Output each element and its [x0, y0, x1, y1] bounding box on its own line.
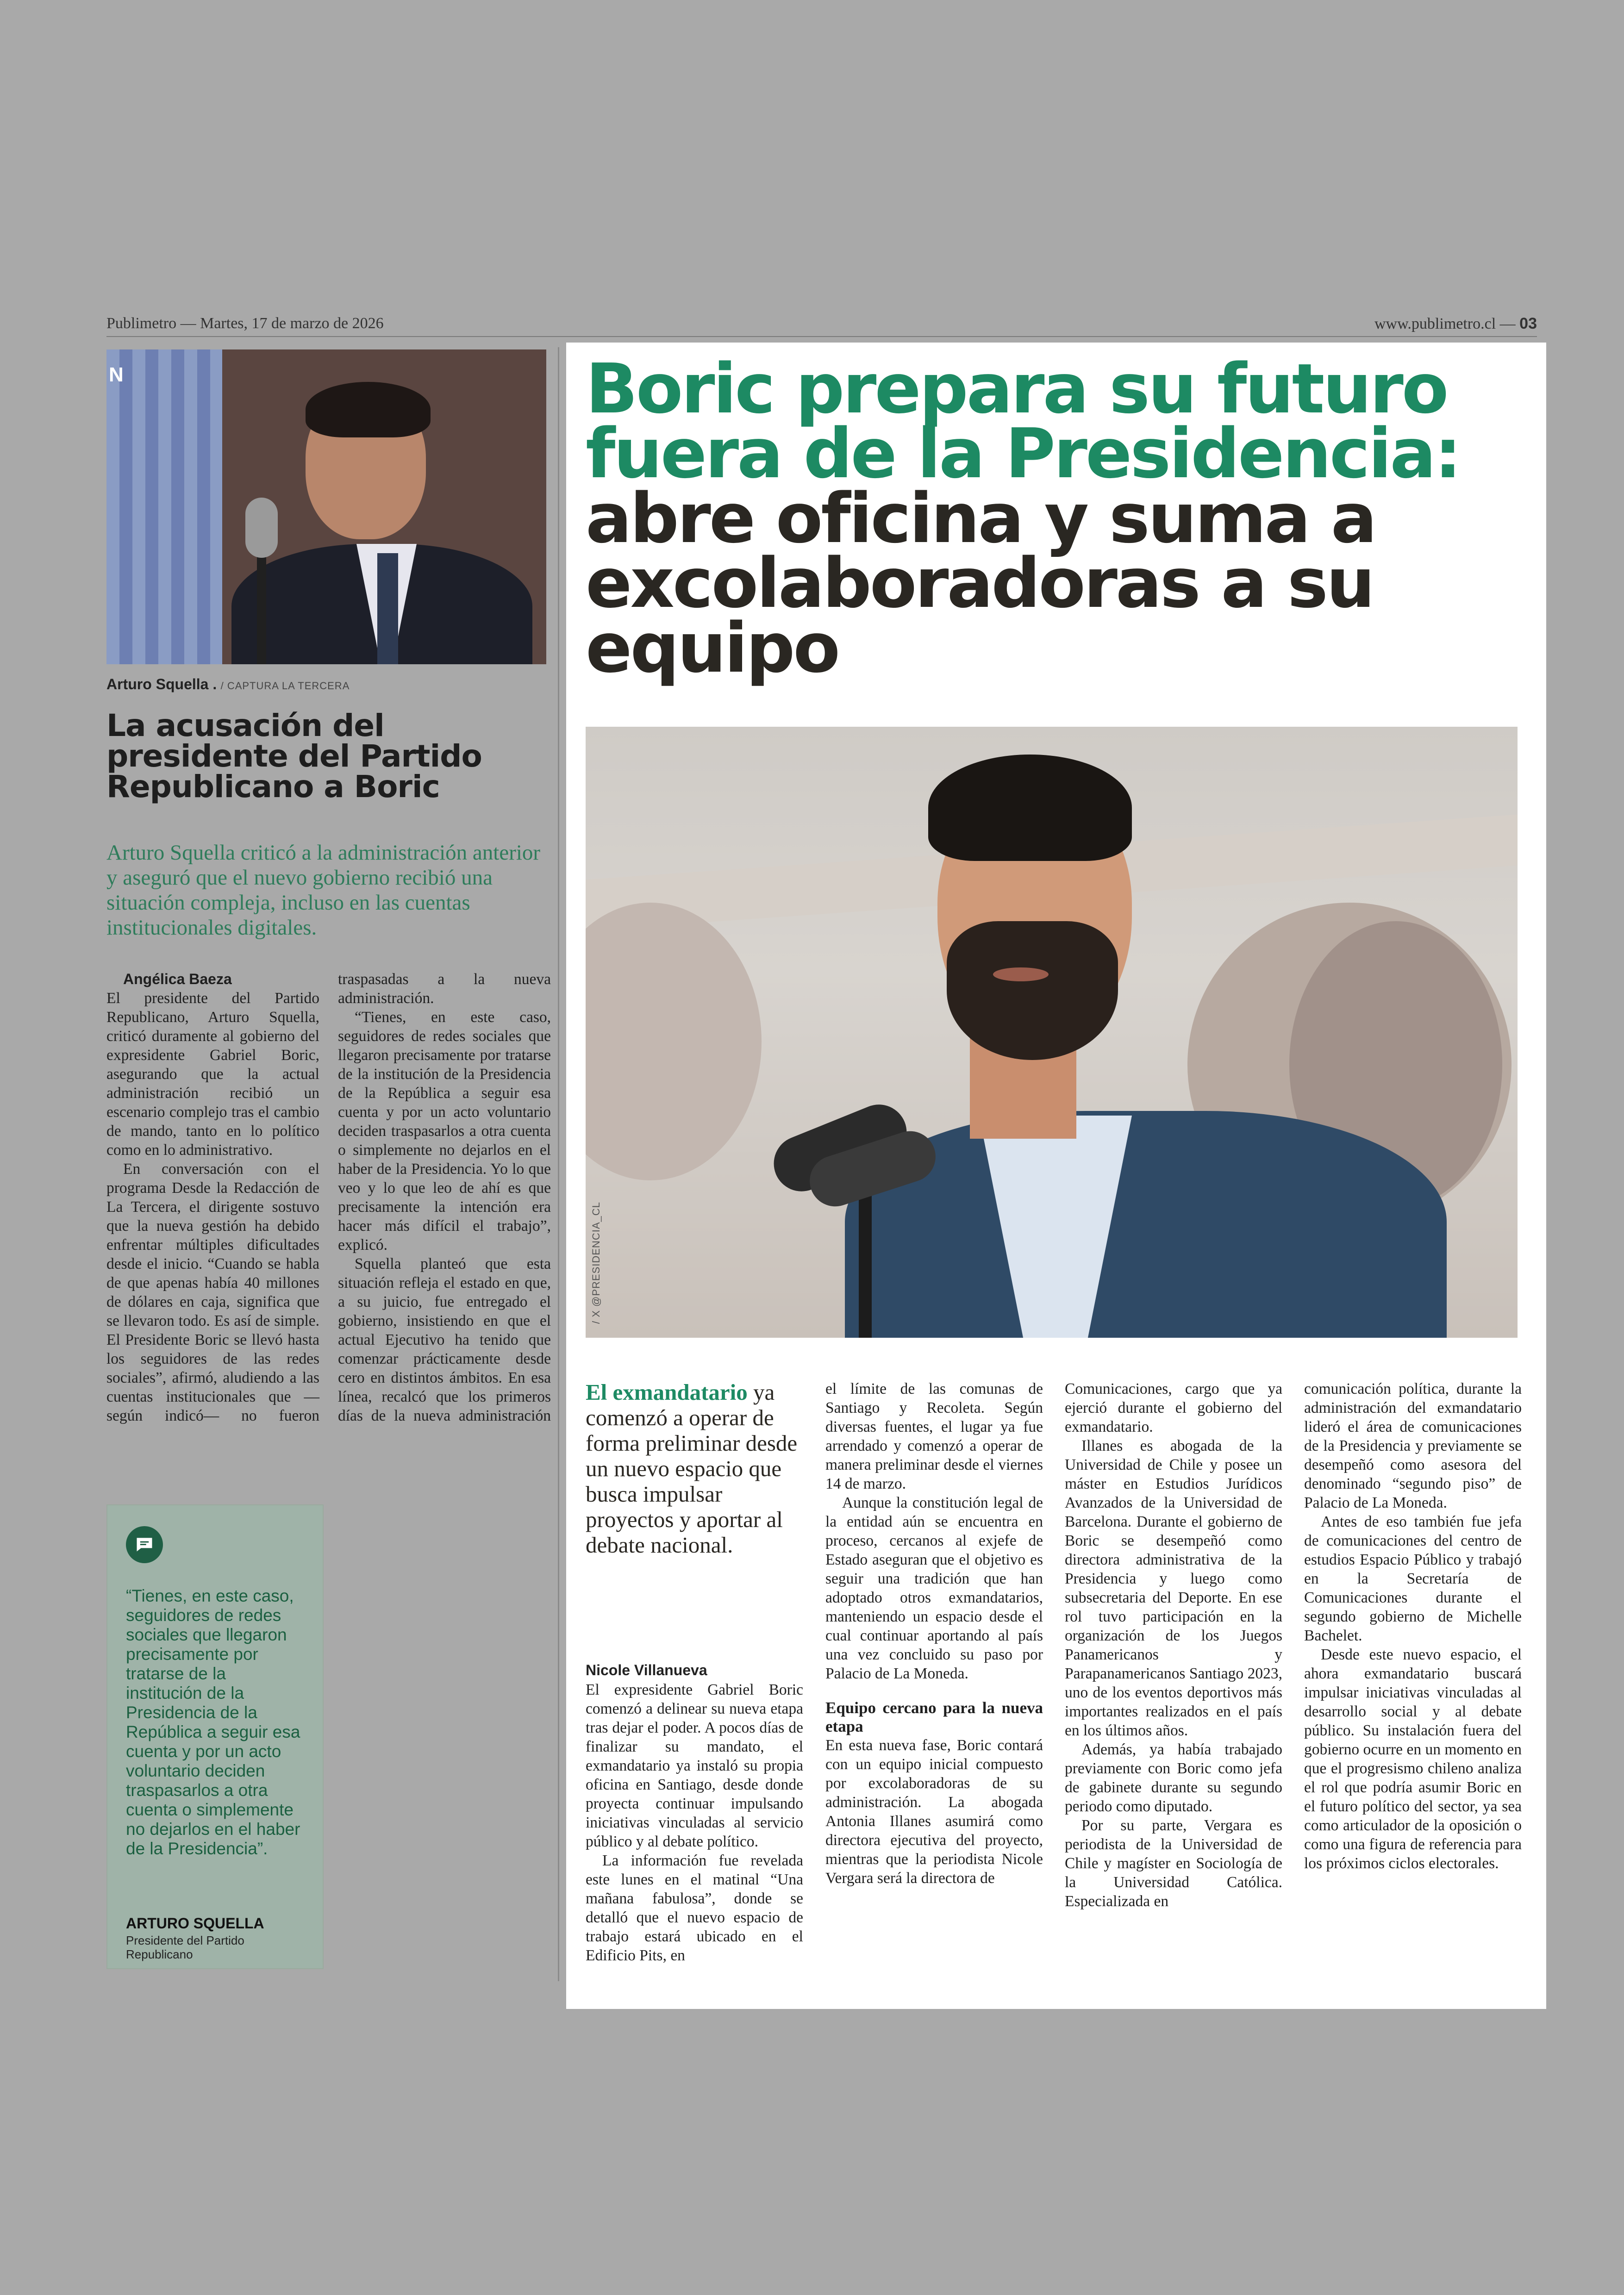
side-paragraph: El presidente del Partido Republicano, Arturo Squella, criticó duramente al gobierno del expresidente Gabriel Boric, asegurando que la actual administración recibió un escenario complejo tras el cambio de mando, tanto en lo político como en lo administrativo. — [106, 990, 319, 1159]
article-paragraph: Por su parte, Vergara es periodista de la Universidad de Chile y magíster en Sociología de la Universidad Católica. Especializada en — [1065, 1817, 1282, 1910]
main-kicker — [586, 1379, 803, 1558]
article-paragraph: La información fue revelada este lunes en el matinal “Una mañana fabulosa”, donde se detalló que el nuevo espacio de trabajo estará ubicado en el Edificio Pits, en — [586, 1852, 803, 1964]
pull-quote — [106, 1504, 324, 1969]
caption-name: Arturo Squella . — [106, 676, 217, 692]
side-photo-caption — [106, 676, 350, 693]
side-paragraph: “Tienes, en este caso, seguidores de redes sociales que llegaron precisamente por tratarse de la institución de la Presidencia de la República a seguir esa cuenta y por un acto voluntario deciden traspasarlos a otra cuenta o simplemente no dejarlos en el haber de la Presidencia. Yo lo que veo y lo que leo de ahí es que precisamente la intención era hacer más difícil el trabajo”, explicó. — [338, 1009, 551, 1254]
header-date: Publimetro — Martes, 17 de marzo de 2026 — [106, 315, 384, 332]
quote-text: “Tienes, en este caso, seguidores de redes sociales que llegaron precisamente por tratarse de la institución de la Presidencia de la República a seguir esa cuenta y por un acto voluntario deciden traspasarlos a otra cuenta o simplemente no dejarlos en el haber de la Presidencia”. — [126, 1586, 300, 1858]
article-paragraph: Comunicaciones, cargo que ya ejerció durante el gobierno del exmandatario. — [1065, 1380, 1282, 1435]
side-subtitle: Arturo Squella criticó a la administración anterior y aseguró que el nuevo gobierno recibió una situación compleja, incluso en las cuentas institucionales digitales. — [106, 841, 541, 940]
article-paragraph: El expresidente Gabriel Boric comenzó a delinear su nueva etapa tras dejar el poder. A pocos días de finalizar su mandato, el exmandatario ya instaló su propia oficina en Santiago, desde donde proyecta continuar impulsando iniciativas vinculadas al servicio público y al debate político. — [586, 1681, 803, 1850]
quote-role: Presidente del Partido Republicano — [126, 1933, 244, 1961]
quote-name: ARTURO SQUELLA — [126, 1915, 264, 1932]
article-column-3 — [1065, 1379, 1282, 1911]
kicker-rest: ya comenzó a operar de forma preliminar desde un nuevo espacio que busca impulsar proyectos y aportar al debate nacional. — [586, 1379, 798, 1558]
main-headline — [586, 349, 1535, 688]
headline-dark: abre oficina y suma a excolaboradoras a su equipo — [586, 479, 1375, 688]
article-paragraph: Illanes es abogada de la Universidad de Chile y posee un máster en Estudios Jurídicos Avanzados de la Universidad de Barcelona. Durante el gobierno de Boric se desempeñó como directora administrativa de la Presidencia y luego como subsecretaria del Deporte. En ese rol tuvo participación en la organización de los Juegos Panamericanos y Parapanamericanos Santiago 2023, uno de los eventos deportivos más importantes realizados en el país en los últimos años. — [1065, 1437, 1282, 1739]
header-site — [1374, 315, 1537, 333]
side-title: La acusación del presidente del Partido Republicano a Boric — [106, 708, 482, 804]
section-heading: Equipo cercano para la nueva etapa — [825, 1699, 1043, 1735]
article-paragraph: el límite de las comunas de Santiago y Recoleta. Según diversas fuentes, el lugar ya fue arrendado y comenzó a operar de manera preliminar desde el viernes 14 de marzo. — [825, 1380, 1043, 1492]
photo-letter: N — [109, 363, 124, 386]
article-paragraph: Desde este nuevo espacio, el ahora exmandatario buscará impulsar iniciativas vinculadas al desarrollo social y al debate público. Su instalación fuera del gobierno ocurre en un momento en que el progresismo chileno analiza el rol que podría asumir Boric en el futuro político del sector, ya sea como articulador de la oposición o como una figura de referencia para los próximos ciclos electorales. — [1304, 1646, 1522, 1872]
squella-photo — [106, 349, 546, 664]
photo-credit: / X @PRESIDENCIA_CL — [590, 1202, 602, 1324]
boric-photo — [586, 727, 1518, 1338]
side-paragraph: En conversación con el programa Desde la Redacción de La Tercera, el dirigente sostuvo que la nueva gestión ha debido enfrentar múltiples dificultades desde el inicio. “Cuando se habla de que apenas había 40 millones de dólares en caja, significa que se llevaron todo. Es así de simple. El Presidente Boric se llevó hasta los seguidores de las redes sociales”, afirmó, aludiendo a las cuentas institucionales que —según indicó— no fueron traspasadas a la nueva administración. — [106, 971, 551, 1424]
side-body — [106, 970, 551, 1433]
header-rule — [106, 336, 1537, 337]
article-paragraph: Antes de eso también fue jefa de comunicaciones del centro de estudios Espacio Público y trabajó en la Secretaría de Comunicaciones durante el segundo gobierno de Michelle Bachelet. — [1304, 1513, 1522, 1644]
article-paragraph: En esta nueva fase, Boric contará con un equipo inicial compuesto por excolaboradoras de su administración. La abogada Antonia Illanes asumirá como directora ejecutiva del proyecto, mientras que la periodista Nicole Vergara será la directora de — [825, 1737, 1043, 1887]
article-paragraph: comunicación política, durante la administración del exmandatario lideró el área de comunicaciones de la Presidencia y previamente se desempeñó como asesora del denominado “segundo piso” de Palacio de La Moneda. — [1304, 1380, 1522, 1511]
article-column-1 — [586, 1680, 803, 1965]
column-divider — [558, 347, 559, 1981]
article-paragraph: Además, ya había trabajado previamente con Boric como jefa de gabinete durante su segundo periodo como diputado. — [1065, 1741, 1282, 1815]
page-header — [106, 315, 1537, 333]
newspaper-page — [97, 306, 1546, 2018]
side-story — [106, 349, 551, 1979]
kicker-lead: El exmandatario — [586, 1379, 748, 1405]
side-author: Angélica Baeza — [123, 971, 232, 987]
article-paragraph: Aunque la constitución legal de la entidad aún se encuentra en proceso, cercanos al exjefe de Estado aseguran que el objetivo es seguir una tradición que han adoptado otros exmandatarios, manteniendo un espacio desde el cual continuar aportando al país una vez concluido su paso por Palacio de La Moneda. — [825, 1494, 1043, 1682]
headline-green: Boric prepara su futuro fuera de la Presidencia: — [586, 349, 1460, 493]
article-column-4 — [1304, 1379, 1522, 1873]
article-column-2 — [825, 1379, 1043, 1888]
main-byline: Nicole Villanueva — [586, 1662, 707, 1678]
main-story — [566, 343, 1546, 2009]
speech-bubble-icon — [126, 1526, 163, 1563]
page-number: 03 — [1519, 315, 1537, 332]
caption-credit: / CAPTURA LA TERCERA — [220, 680, 350, 692]
side-paragraph: Squella planteó que esta situación refleja el estado en que, a su juicio, fue entregado el gobierno, insistiendo en que el actual Ejecutivo ha tenido que comenzar prácticamente desde cero en distintos ámbitos. En esa línea, recalcó que los primeros días de la nueva administración — [338, 1255, 551, 1424]
header-url: www.publimetro.cl — — [1374, 315, 1516, 332]
